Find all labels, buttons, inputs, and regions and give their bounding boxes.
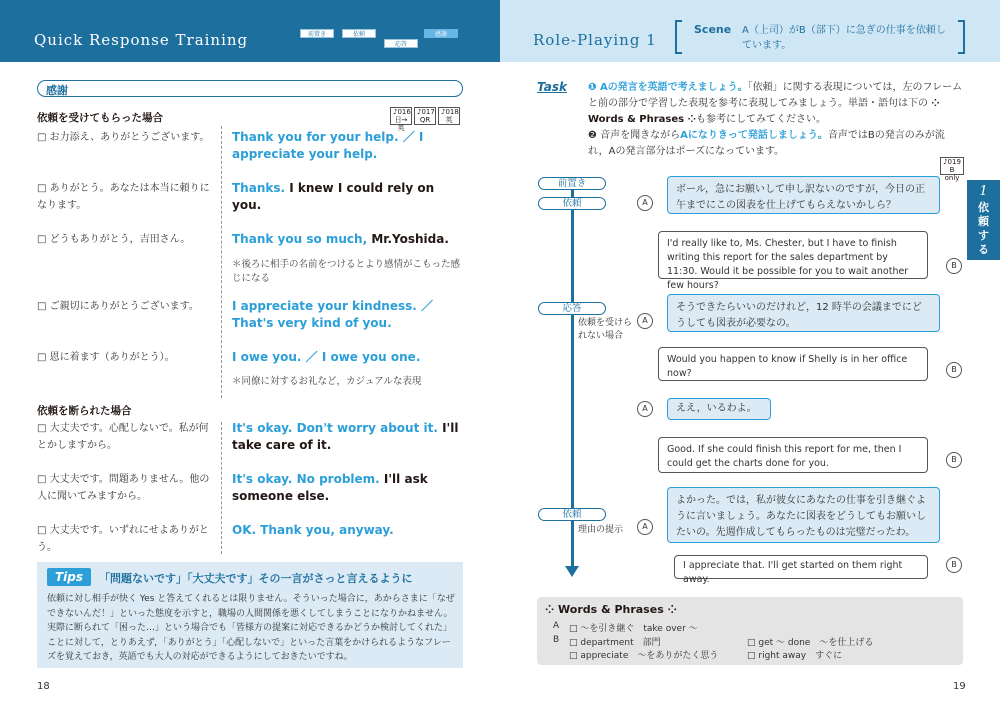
bubble-a-3: ええ，いるわよ。: [667, 398, 771, 420]
stage-response: 応答: [538, 302, 606, 315]
stage-request-2: 依頼: [538, 508, 606, 521]
task-1b: 「依頼」に関する表現については，左のフレームと前の部分で学習した表現を参考に表現してみましょう。単語・語句は下の: [588, 82, 963, 109]
task-label: Task: [537, 80, 567, 94]
bubble-b-1: I'd really like to, Ms. Chester, but I have to finish writing this report for the sales department by 11:30. Would it be possible for you to wait another few hours?: [658, 231, 928, 279]
wp-title-text: Words & Phrases: [558, 603, 664, 616]
right-header-title: Role-Playing 1: [533, 31, 657, 49]
stage-note-2: 理由の提示: [578, 525, 624, 535]
bracket-left: [675, 20, 682, 54]
en-row-1: [232, 129, 467, 163]
speaker-b-2: B: [946, 362, 962, 378]
en-row-2-hl: Thanks.: [232, 181, 286, 195]
speaker-a-1: A: [637, 195, 653, 211]
bubble-a-4: よかった。では，私が彼女にあなたの仕事を引き継ぐように言いましょう。あなたに図表をどうしてもお願いしたいの。先週作成してもらったものは完璧だったわ。: [667, 487, 940, 543]
audio-018[interactable]: ♪018 英: [438, 107, 460, 125]
right-header: [500, 0, 1000, 62]
task-text: [588, 80, 963, 160]
step-2: 依頼: [342, 29, 376, 38]
step-indicator: [300, 29, 462, 55]
ja-row2-1: □ 大丈夫です。心配しないで。私が何とかしますから。: [37, 423, 209, 451]
divider-1: [221, 126, 222, 398]
en-row-3-hl: Thank you so much,: [232, 232, 368, 246]
en-row-4: [232, 298, 442, 332]
subhead-accepted: 依頼を受けてもらった場合: [37, 112, 163, 124]
subhead-declined: 依頼を断られた場合: [37, 405, 132, 417]
ja-row2-3: □ 大丈夫です。いずれにせよありがとう。: [37, 525, 209, 553]
ja-row-1: □ お力添え、ありがとうございます。: [37, 132, 210, 143]
en-row-4-hl: I appreciate your kindness. ／ That's very kind of you.: [232, 299, 433, 330]
wp-a-item: □ ～を引き継ぐ take over ～: [569, 624, 698, 634]
divider-2: [221, 422, 222, 554]
ja-row-5: □ 恩に着ます（ありがとう）。: [37, 352, 175, 363]
ja-row2-2: □ 大丈夫です。問題ありません。他の人に聞いてみますから。: [37, 474, 210, 502]
chapter-side-tab: [967, 180, 1000, 260]
flow-arrowhead: [565, 566, 579, 577]
en-row-3-plain: Mr.Yoshida.: [371, 232, 449, 246]
wp-b-item-3: □ get ～ done ～を仕上げる: [747, 638, 874, 648]
en-row2-1: [232, 420, 467, 454]
en-row2-1-hl: It's okay. Don't worry about it.: [232, 421, 438, 435]
chapter-title: 依頼する: [978, 201, 989, 256]
task-1a: ❶ Aの発言を英語で考えましょう。: [588, 82, 748, 93]
left-header: [0, 0, 500, 62]
bubble-b-3: Good. If she could finish this report for me, then I could get the charts done for you.: [658, 437, 928, 473]
words-phrases-box: [537, 597, 963, 665]
speaker-a-4: A: [637, 519, 653, 535]
stage-preface: 前置き: [538, 177, 606, 190]
speaker-b-4: B: [946, 557, 962, 573]
stage-request: 依頼: [538, 197, 606, 210]
en-row-2-plain: I knew I could rely on you.: [232, 181, 435, 212]
task-2b: Aになりきって発話しましょう。: [680, 130, 828, 141]
section-title: 感謝: [46, 84, 68, 97]
step-3: 応答: [384, 39, 418, 48]
task-1c: も参考にしてみてください。: [695, 114, 826, 125]
scene-text: A（上司）がB（部下）に急ぎの仕事を依頼しています。: [742, 25, 946, 51]
speaker-a-2: A: [637, 313, 653, 329]
audio-017[interactable]: ♪017 QR: [414, 107, 436, 125]
task-2a: ❷ 音声を聞きながら: [588, 130, 681, 141]
scene-label: Scene: [694, 23, 732, 36]
task-wp-ref: ⁘ Words & Phrases ⁘: [588, 98, 940, 125]
ja-row-4: □ ご親切にありがとうございます。: [37, 301, 199, 312]
en-row-2: [232, 180, 467, 214]
wp-title: ⁘ Words & Phrases ⁘: [545, 603, 677, 616]
en-row2-2-hl: It's okay. No problem.: [232, 472, 380, 486]
right-page: [500, 0, 1000, 709]
en-row2-2-plain: I'll ask someone else.: [232, 472, 428, 503]
wp-b-item-2: □ appreciate ～をありがたく思う: [569, 651, 719, 661]
en-row2-3: [232, 522, 467, 539]
ja-row-2: □ ありがとう。あなたは本当に頼りになります。: [37, 183, 210, 211]
audio-019[interactable]: ♪019 B only: [940, 157, 964, 175]
audio-016[interactable]: ♪016 日→英: [390, 107, 412, 125]
wp-b-label: B: [553, 635, 560, 645]
ja-row-3: □ どうもありがとう，吉田さん。: [37, 234, 191, 245]
section-bar: [37, 80, 463, 97]
wp-a-label: A: [553, 621, 560, 631]
task-wp: Words & Phrases: [588, 114, 685, 125]
en-row2-1-plain: I'll take care of it.: [232, 421, 459, 452]
en-row-3: [232, 231, 467, 248]
tips-body: 依頼に対し相手が快く Yes と答えてくれるとは限りません。そういった場合に，あからさまに「なぜできないんだ！」といった態度を示すと，職場の人間関係を悪くしてしまうことになりかねません。実際に断られて「困った…」という場合でも「皆様方の提案に対応できるかどうか検討してくれた」ことに対して，とりあえず，「ありがとう」「心配しないで」といった言葉をかけられるようなフレーズを覚えておき，英語でも大人の対応ができるようにしておきたいですね。: [47, 594, 455, 662]
note-row-5: ＊同僚に対するお礼など，カジュアルな表現: [232, 376, 422, 387]
speaker-a-3: A: [637, 401, 653, 417]
bubble-b-2: Would you happen to know if Shelly is in her office now?: [658, 347, 928, 381]
page-number-right: 19: [953, 681, 966, 692]
step-4: 感謝: [424, 29, 458, 38]
en-row-5: [232, 349, 467, 366]
step-1: 前置き: [300, 29, 334, 38]
en-row-5-hl: I owe you. ／ I owe you one.: [232, 350, 421, 364]
en-row-1-hl: Thank you for your help. ／ I appreciate your help.: [232, 130, 424, 161]
stage-note-1: 依頼を受けられない場合: [578, 318, 633, 341]
tips-badge: Tips: [47, 568, 91, 586]
en-row2-3-hl: OK. Thank you, anyway.: [232, 523, 394, 537]
bubble-b-4: I appreciate that. I'll get started on them right away.: [674, 555, 928, 579]
note-row-3: ＊後ろに相手の名前をつけるとより感情がこもった感じになる: [232, 259, 461, 284]
bubble-a-2: そうできたらいいのだけれど，12 時半の会議までにどうしても図表が必要なの。: [667, 294, 940, 332]
speaker-b-1: B: [946, 258, 962, 274]
wp-b-item-1: □ department 部門: [569, 638, 661, 648]
task-2c: 音声ではBの発言のみが流れ，Aの発言部分はポーズになっています。: [588, 130, 945, 157]
tips-title: 「問題ないです」「大丈夫です」その一言がさっと言えるように: [99, 572, 413, 585]
page-number-left: 18: [37, 681, 50, 692]
left-header-title: Quick Response Training: [34, 31, 249, 49]
speaker-b-3: B: [946, 452, 962, 468]
bracket-right: [958, 20, 965, 54]
bubble-a-1: ボール，急にお願いして申し訳ないのですが，今日の正午までにこの図表を仕上げてもらえないかしら？: [667, 176, 940, 214]
tips-box: [37, 562, 463, 668]
en-row2-2: [232, 471, 467, 505]
wp-b-item-4: □ right away すぐに: [747, 651, 843, 661]
chapter-number: 1: [979, 184, 988, 199]
